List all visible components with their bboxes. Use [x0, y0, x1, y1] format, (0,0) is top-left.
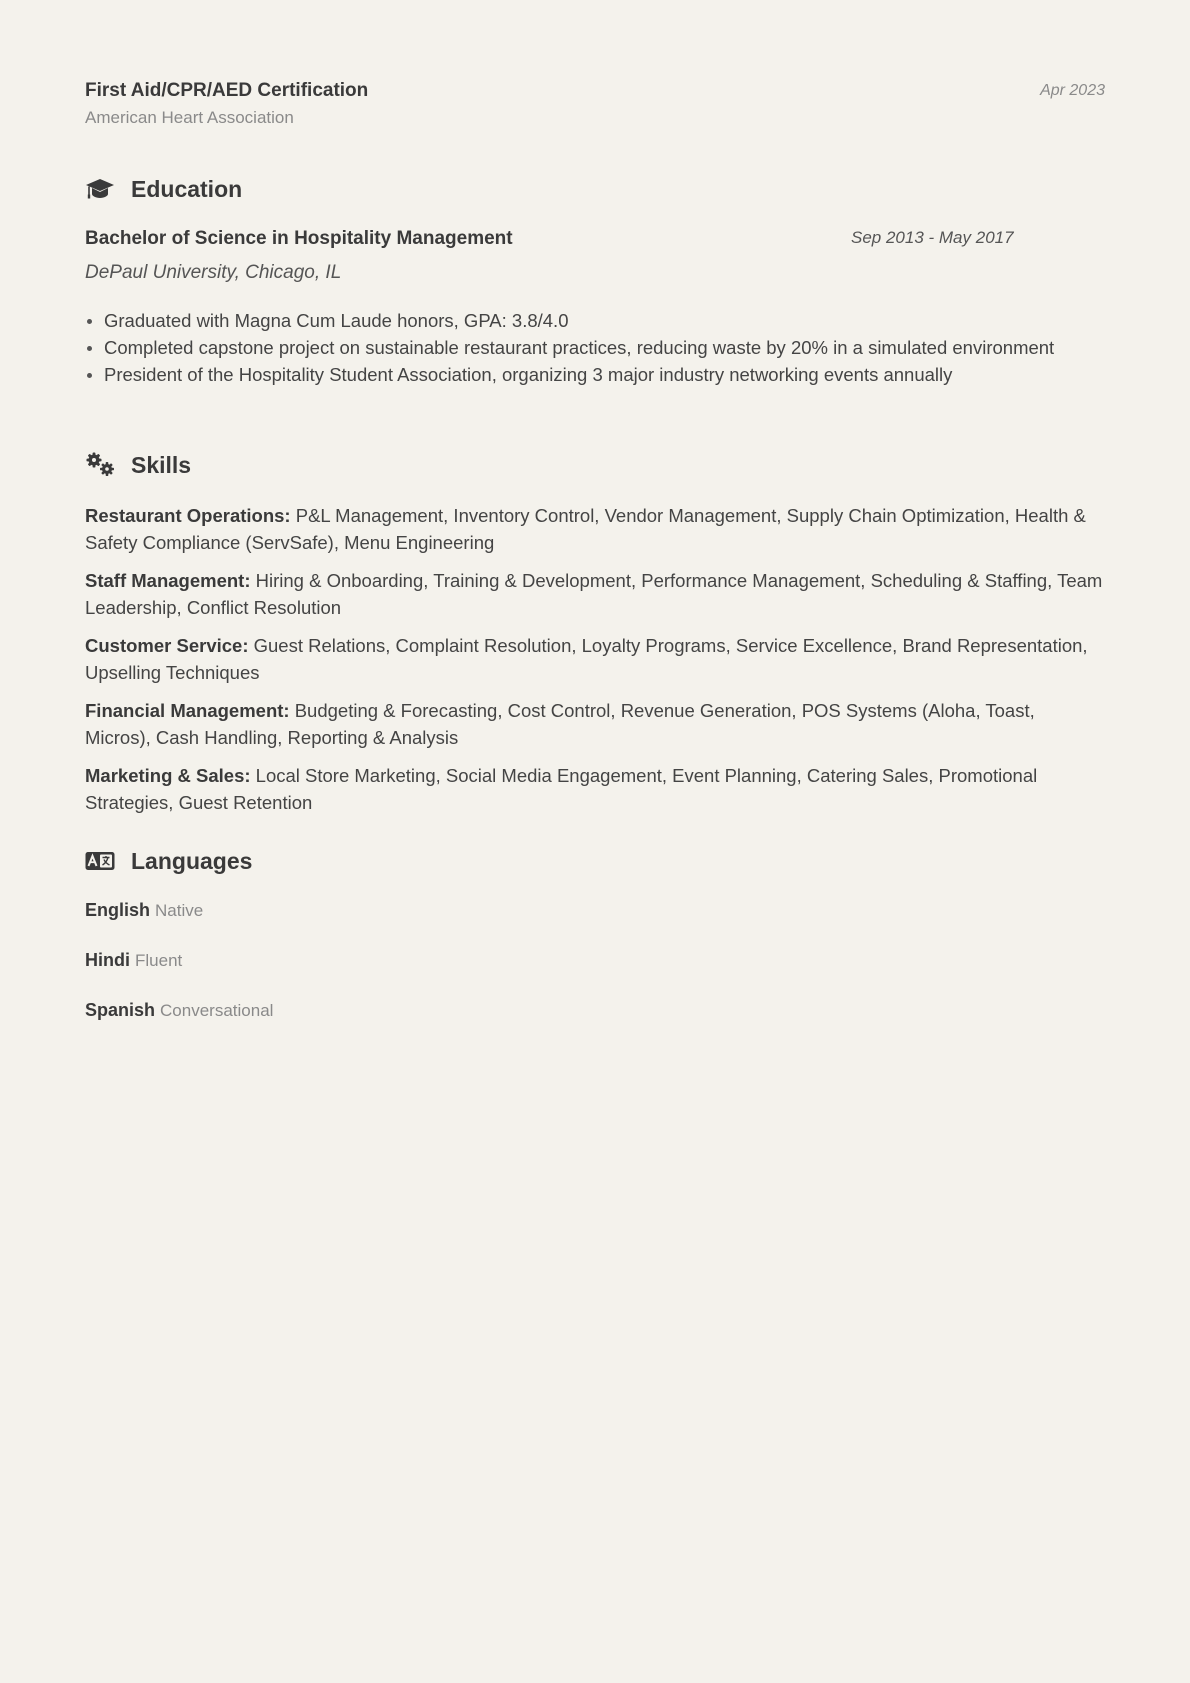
- skill-item: [85, 697, 1105, 751]
- language-level: Conversational: [160, 1001, 274, 1020]
- skill-label: Restaurant Operations:: [85, 505, 291, 526]
- language-name: Hindi: [85, 950, 130, 970]
- skill-item: [85, 762, 1105, 816]
- skill-label: Customer Service:: [85, 635, 249, 656]
- education-degree: Bachelor of Science in Hospitality Management: [85, 228, 513, 249]
- education-bullet-list: [85, 307, 1105, 388]
- skills-title: Skills: [131, 451, 192, 478]
- language-name: Spanish: [85, 1000, 156, 1020]
- education-heading: [85, 174, 242, 204]
- certification-title: First Aid/CPR/AED Certification: [85, 80, 369, 101]
- education-bullet: Graduated with Magna Cum Laude honors, GPA: 3.8/4.0: [85, 307, 1105, 334]
- languages-title: Languages: [131, 847, 253, 874]
- language-name: English: [85, 900, 151, 920]
- language-icon: [85, 848, 115, 874]
- language-item: [85, 950, 182, 971]
- skill-text: Budgeting & Forecasting, Cost Control, Revenue Generation, POS Systems (Aloha, Toast, Micros), Cash Handling, Reporting & Analysis: [85, 700, 1035, 748]
- skill-text: Guest Relations, Complaint Resolution, Loyalty Programs, Service Excellence, Brand Representation, Upselling Techniques: [85, 635, 1088, 683]
- education-school: DePaul University, Chicago, IL: [85, 262, 342, 283]
- skill-text: P&L Management, Inventory Control, Vendor Management, Supply Chain Optimization, Health & Safety Compliance (ServSafe), Menu Engineering: [85, 505, 1086, 553]
- language-level: Native: [155, 901, 204, 920]
- gears-icon: [85, 452, 115, 478]
- skill-item: [85, 502, 1105, 556]
- languages-heading: [85, 846, 252, 876]
- education-title: Education: [131, 175, 243, 202]
- skill-text: Local Store Marketing, Social Media Engagement, Event Planning, Catering Sales, Promotional Strategies, Guest Retention: [85, 765, 1038, 813]
- skill-item: [85, 632, 1105, 686]
- skill-label: Financial Management:: [85, 700, 290, 721]
- education-bullet: Completed capstone project on sustainable restaurant practices, reducing waste by 20% in a simulated environment: [85, 334, 1105, 361]
- skill-item: [85, 567, 1105, 621]
- certification-entry: [85, 80, 1105, 130]
- skill-text: Hiring & Onboarding, Training & Development, Performance Management, Scheduling & Staffing, Team Leadership, Conflict Resolution: [85, 570, 1103, 618]
- education-bullet: President of the Hospitality Student Association, organizing 3 major industry networking events annually: [85, 361, 1105, 388]
- language-item: [85, 900, 203, 921]
- skills-heading: [85, 450, 191, 480]
- language-item: [85, 1000, 273, 1021]
- graduation-cap-icon: [85, 176, 115, 202]
- certification-issuer: American Heart Association: [85, 108, 294, 127]
- skill-label: Marketing & Sales:: [85, 765, 251, 786]
- skills-list: [85, 502, 1105, 827]
- education-dates: Sep 2013 - May 2017: [851, 228, 1014, 247]
- certification-date: Apr 2023: [1040, 82, 1105, 99]
- language-level: Fluent: [135, 951, 183, 970]
- skill-label: Staff Management:: [85, 570, 251, 591]
